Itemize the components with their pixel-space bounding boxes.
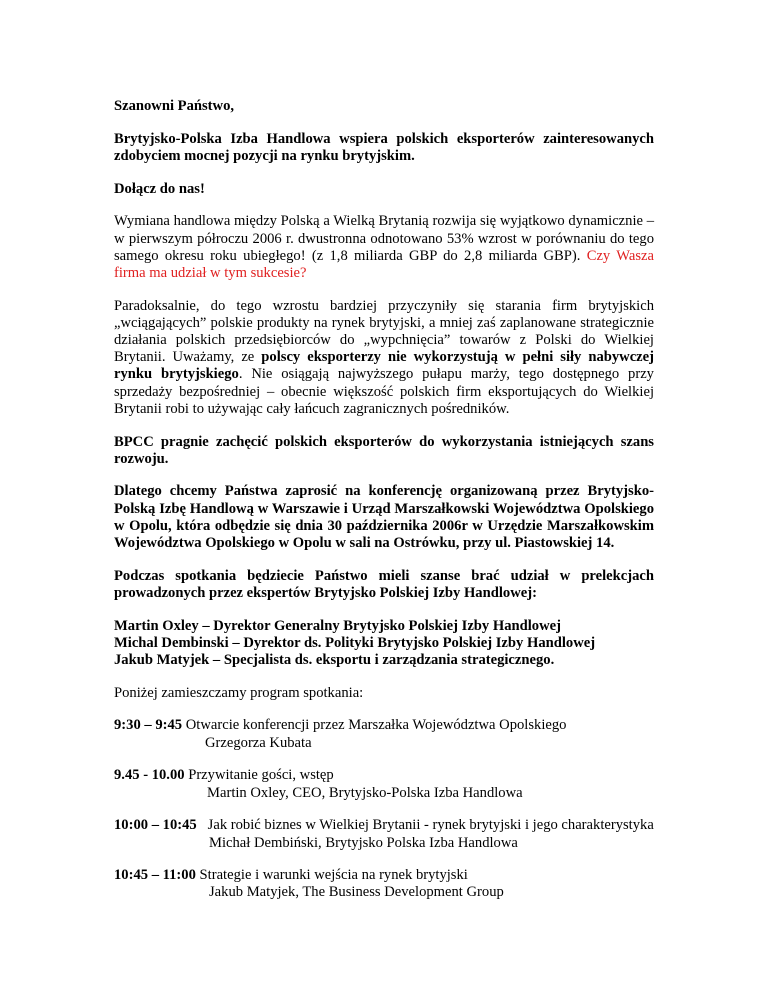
- expert-item: Michal Dembinski – Dyrektor ds. Polityki Brytyjsko Polskiej Izby Handlowej: [114, 634, 596, 651]
- agenda-time: 9.45 - 10.00: [114, 767, 185, 784]
- agenda-speaker: Jakub Matyjek, The Business Development Group: [209, 884, 504, 901]
- agenda-time: 10:00 – 10:45: [114, 817, 197, 834]
- during-paragraph: Podczas spotkania będziecie Państwo mieli szanse brać udział w prelekcjach prowadzonych przez ekspertów Brytyjsko Polskiej Izby Handlowej:: [114, 567, 654, 601]
- greeting: Szanowni Państwo,: [114, 98, 235, 114]
- agenda-title: Strategie i warunki wejścia na rynek brytyjski: [199, 867, 468, 884]
- program-intro: Poniżej zamieszczamy program spotkania:: [114, 684, 364, 701]
- agenda-title: Jak robić biznes w Wielkiej Brytanii - rynek brytyjski i jego charakterystyka: [207, 817, 654, 834]
- agenda-title: Otwarcie konferencji przez Marszałka Województwa Opolskiego: [185, 717, 567, 734]
- experts-list: [114, 618, 654, 670]
- agenda-speaker: Grzegorza Kubata: [205, 734, 312, 751]
- agenda-speaker: Martin Oxley, CEO, Brytyjsko-Polska Izba Handlowa: [207, 784, 523, 801]
- paradox-paragraph: [114, 298, 654, 418]
- agenda-time: 9:30 – 9:45: [114, 717, 183, 734]
- trade-paragraph: [114, 213, 654, 282]
- bpcc-paragraph: BPCC pragnie zachęcić polskich eksporterów do wykorzystania istniejących szans rozwoju.: [114, 433, 654, 467]
- trade-text: Wymiana handlowa między Polską a Wielką Brytanią rozwija się wyjątkowo dynamicznie – w pierwszym półroczu 2006 r. dwustronna odnotowano 53% wzrost w porównaniu do tego samego okresu roku ubiegłego! (z 1,8 miliarda GBP do 2,8 miliarda GBP).: [114, 213, 654, 264]
- agenda-time: 10:45 – 11:00: [114, 867, 196, 884]
- agenda-item: [114, 817, 654, 851]
- expert-item: Jakub Matyjek – Specjalista ds. eksportu i zarządzania strategicznego.: [114, 652, 555, 669]
- paradox-text-1: Paradoksalnie, do tego wzrostu bardziej przyczyniły się starania firm brytyjskich „wciągających” polskie produkty na rynek brytyjski, a mniej zaś zaplanowane strategicznie działania polskich przedsiębiorców do „wypchnięcia” towarów z Polski do Wielkiej Brytanii. Uważamy, ze: [114, 297, 654, 366]
- agenda-item: [114, 717, 654, 751]
- agenda-speaker: Michał Dembiński, Brytyjsko Polska Izba Handlowa: [209, 834, 518, 851]
- expert-item: Martin Oxley – Dyrektor Generalny Brytyjsko Polskiej Izby Handlowej: [114, 617, 561, 634]
- agenda-item: [114, 767, 654, 801]
- agenda-title: Przywitanie gości, wstęp: [188, 767, 334, 784]
- agenda-item: [114, 867, 654, 901]
- invitation-paragraph: Dlatego chcemy Państwa zaprosić na konferencję organizowaną przez Brytyjsko-Polską Izbę Handlową w Warszawie i Urząd Marszałkowski Województwa Opolskiego w Opolu, która odbędzie się dnia 30 października 2006r w Urzędzie Marszałkowskim Województwa Opolskiego w Opolu w sali na Ostrówku, przy ul. Piastowskiej 14.: [114, 483, 654, 552]
- intro-paragraph: Brytyjsko-Polska Izba Handlowa wspiera polskich eksporterów zainteresowanych zdobyciem mocnej pozycji na rynku brytyjskim.: [114, 130, 654, 164]
- paradox-text-2: . Nie osiągają najwyższego pułapu marży, tego dostępnego przy sprzedaży bezpośredniej – obecnie większość polskich firm eksportujących do Wielkiej Brytanii robi to używając cały łańcuch zagranicznych pośredników.: [114, 366, 654, 417]
- join-heading: Dołącz do nas!: [114, 180, 205, 197]
- trade-question: Czy Wasza firma ma udział w tym sukcesie?: [114, 247, 654, 281]
- paradox-bold: polscy eksporterzy nie wykorzystują w pełni siły nabywczej rynku brytyjskiego: [114, 349, 655, 383]
